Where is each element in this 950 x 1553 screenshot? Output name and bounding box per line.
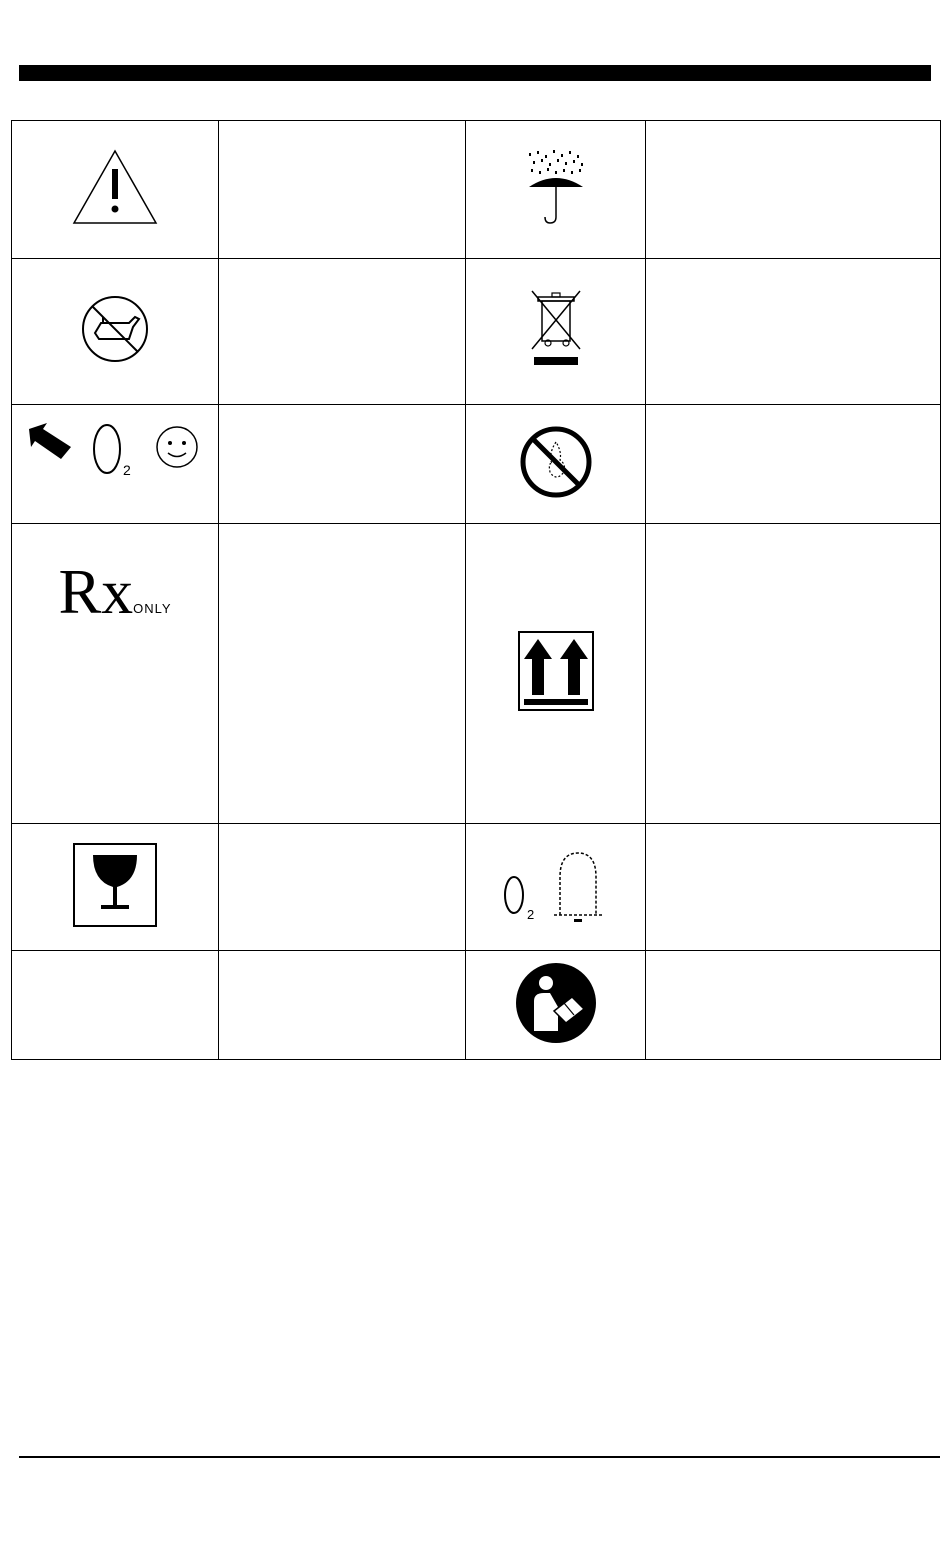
- table-row: [12, 259, 941, 405]
- table-row: [12, 824, 941, 951]
- symbol-cell: [466, 405, 646, 524]
- footer-rule: [19, 1456, 940, 1458]
- oxygen-subscript: 2: [526, 906, 534, 922]
- symbol-description: [646, 259, 941, 405]
- no-oil-grease-icon: [79, 293, 151, 365]
- symbol-description: [646, 405, 941, 524]
- symbol-description: [219, 121, 466, 259]
- fragile-icon: [73, 843, 157, 927]
- symbol-description: [646, 824, 941, 951]
- symbol-cell: [466, 951, 646, 1060]
- symbol-cell: [12, 121, 219, 259]
- rx-symbol: Rx: [58, 556, 134, 627]
- table-row: [12, 951, 941, 1060]
- header-bar: [19, 65, 931, 81]
- symbol-description: [219, 824, 466, 951]
- symbol-cell: [12, 259, 219, 405]
- rx-only-icon: [58, 556, 172, 627]
- symbol-table: [11, 120, 941, 1060]
- symbol-cell: [466, 824, 646, 951]
- symbol-description: [646, 951, 941, 1060]
- symbol-description: [646, 121, 941, 259]
- symbol-cell: [466, 259, 646, 405]
- oxygen-flow-icon: [27, 419, 203, 481]
- table-row: [12, 121, 941, 259]
- symbol-cell: [12, 405, 219, 524]
- symbol-description: [646, 524, 941, 824]
- keep-dry-umbrella-icon: [521, 147, 591, 227]
- symbol-description: [219, 259, 466, 405]
- symbol-description: [219, 951, 466, 1060]
- warning-triangle-icon: [70, 147, 160, 227]
- symbol-cell: [12, 824, 219, 951]
- table-row: [12, 524, 941, 824]
- symbol-cell: [12, 524, 219, 824]
- this-way-up-icon: [518, 631, 594, 711]
- weee-crossed-bin-icon: [526, 287, 586, 371]
- symbol-description: [219, 405, 466, 524]
- read-manual-icon: [514, 961, 598, 1045]
- symbol-cell: [466, 121, 646, 259]
- symbol-cell: [12, 951, 219, 1060]
- rx-only-label: ONLY: [133, 601, 172, 616]
- oxygen-alarm-icon: [500, 843, 612, 927]
- symbol-cell: [466, 524, 646, 824]
- no-open-flame-icon: [518, 424, 594, 500]
- table-row: [12, 405, 941, 524]
- oxygen-subscript: 2: [123, 462, 131, 478]
- symbol-description: [219, 524, 466, 824]
